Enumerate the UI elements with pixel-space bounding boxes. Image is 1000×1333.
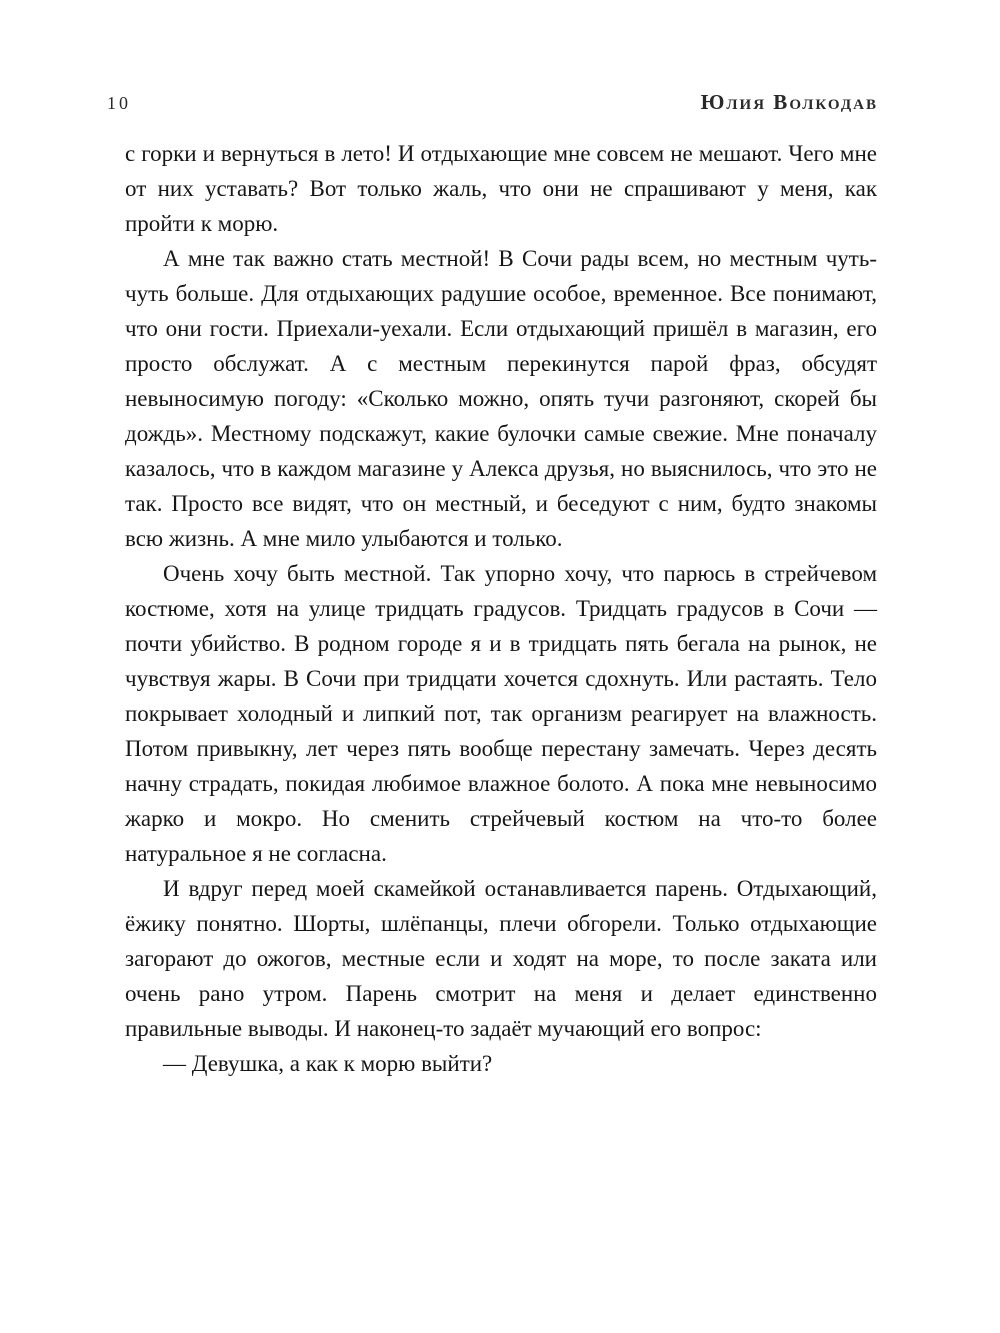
paragraph: И вдруг перед моей скамейкой останавливается парень. Отдыхающий, ёжику понятно. Шорты, шлёпанцы, плечи обгорели. Только отдыхающие загорают до ожогов, местные если и ходят на море, то после заката или очень рано утром. Парень смотрит на меня и делает единственно правильные выводы. И наконец-то задаёт мучающий его вопрос:	[125, 876, 877, 1041]
page-number: 10	[107, 93, 131, 113]
paragraph: Очень хочу быть местной. Так упорно хочу, что парюсь в стрейчевом костюме, хотя на улице тридцать градусов. Тридцать градусов в Сочи — почти убийство. В родном городе я и в тридцать пять бегала на рынок, не чувствуя жары. В Сочи при тридцати хочется сдохнуть. Или растаять. Тело покрывает холодный и липкий пот, так организм реагирует на влажность. Потом привыкну, лет через пять вообще перестану замечать. Через десять начну страдать, покидая любимое влажное болото. А пока мне невыносимо жарко и мокро. Но сменить стрейчевый костюм на что-то более натуральное я не согласна.	[125, 561, 877, 866]
author-name: Юлия Волкодав	[700, 90, 878, 114]
paragraph-dialogue: — Девушка, а как к морю выйти?	[163, 1051, 493, 1076]
paragraph: А мне так важно стать местной! В Сочи рады всем, но местным чуть-чуть больше. Для отдыхающих радушие особое, временное. Все понимают, что они гости. Приехали-уехали. Если отдыхающий пришёл в магазин, его просто обслужат. А с местным перекинутся парой фраз, обсудят невыносимую погоду: «Сколько можно, опять тучи разгоняют, скорей бы дождь». Местному подскажут, какие булочки самые свежие. Мне поначалу казалось, что в каждом магазине у Алекса друзья, но выяснилось, что это не так. Просто все видят, что он местный, и беседуют с ним, будто знакомы всю жизнь. А мне мило улыбаются и только.	[125, 246, 877, 551]
paragraph: с горки и вернуться в лето! И отдыхающие мне совсем не мешают. Чего мне от них уставать? Вот только жаль, что они не спрашивают у меня, как пройти к морю.	[125, 141, 877, 236]
running-header	[107, 90, 878, 115]
page-body-text	[125, 136, 877, 1081]
